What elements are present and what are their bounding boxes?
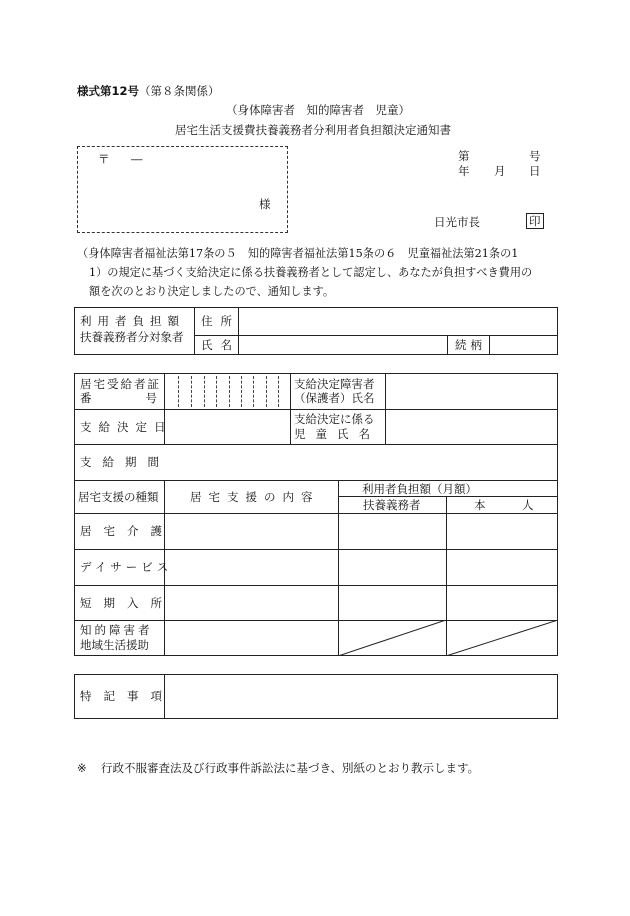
target-label-1-text: 利用者負担額 bbox=[80, 314, 185, 328]
postal-mark: 〒 bbox=[98, 152, 110, 166]
footer-note: 行政不服審査法及び行政事件訴訟法に基づき、別紙のとおり教示します。 bbox=[101, 761, 480, 775]
self-header-b: 人 bbox=[522, 498, 534, 512]
seal-mark: 印 bbox=[526, 213, 544, 229]
cert-label-2 bbox=[80, 391, 211, 405]
date-day: 日 bbox=[529, 164, 541, 178]
address-box bbox=[77, 146, 288, 233]
not-applicable-slashes bbox=[338, 620, 558, 656]
decision-date-label: 支給決定日 bbox=[80, 420, 173, 434]
decision-holder-2: （保護者）氏名 bbox=[294, 391, 375, 405]
row-label-day-service: デイサービス bbox=[80, 560, 173, 574]
decision-holder-1: 支給決定障害者 bbox=[294, 377, 375, 391]
number-suffix: 号 bbox=[529, 149, 541, 163]
intro-line-2: 1）の規定に基づく支給決定に係る扶養義務者として認定し、あなたが負担すべき費用の bbox=[89, 266, 533, 279]
date-year: 年 bbox=[458, 164, 470, 178]
target-label-1 bbox=[80, 314, 188, 328]
remarks-label: 特記事項 bbox=[80, 689, 174, 703]
issuer: 日光市長 bbox=[434, 215, 480, 229]
child-label-2: 児童氏名 bbox=[294, 427, 380, 441]
category-line: （身体障害者 知的障害者 児童） bbox=[226, 103, 410, 117]
honorific: 様 bbox=[259, 197, 271, 211]
child-label-1: 支給決定に係る bbox=[294, 412, 375, 426]
row-label-intellectual-2: 地域生活援助 bbox=[80, 638, 149, 652]
supporter-header: 扶養義務者 bbox=[363, 498, 421, 512]
form-header bbox=[77, 84, 220, 98]
row-label-intellectual-1: 知的障害者 bbox=[80, 623, 153, 637]
support-content-header: 居宅支援の内容 bbox=[190, 490, 320, 504]
period-label: 支給期間 bbox=[80, 455, 170, 469]
relation-label: 続柄 bbox=[455, 338, 486, 352]
support-type-header: 居宅支援の種類 bbox=[78, 490, 159, 504]
row-label-short-stay: 短期入所 bbox=[80, 596, 174, 610]
date-month: 月 bbox=[494, 164, 506, 178]
row-label-home-care: 居宅介護 bbox=[80, 524, 174, 538]
intro-line-1: （身体障害者福祉法第17条の５ 知的障害者福祉法第15条の６ 児童福祉法第21条の1 bbox=[77, 247, 519, 260]
footer-mark: ※ bbox=[77, 761, 87, 775]
form-relation: （第８条関係） bbox=[139, 84, 220, 98]
address-label: 住所 bbox=[201, 314, 240, 328]
postal-dash: ― bbox=[131, 152, 143, 166]
target-label-2: 扶養義務者分対象者 bbox=[80, 330, 184, 344]
intro-line-3: 額を次のとおり決定しましたので、通知します。 bbox=[89, 285, 335, 298]
cert-label-1: 居宅受給者証 bbox=[80, 377, 161, 391]
burden-monthly-header: 利用者負担額（月額） bbox=[362, 482, 477, 496]
cert-label-2-text: 番号 bbox=[80, 391, 211, 405]
number-prefix: 第 bbox=[458, 149, 470, 163]
name-label: 氏名 bbox=[201, 338, 240, 352]
form-number: 様式第12号 bbox=[77, 84, 140, 98]
document-title: 居宅生活支援費扶養義務者分利用者負担額決定通知書 bbox=[175, 123, 451, 137]
self-header-a: 本 bbox=[474, 498, 486, 512]
